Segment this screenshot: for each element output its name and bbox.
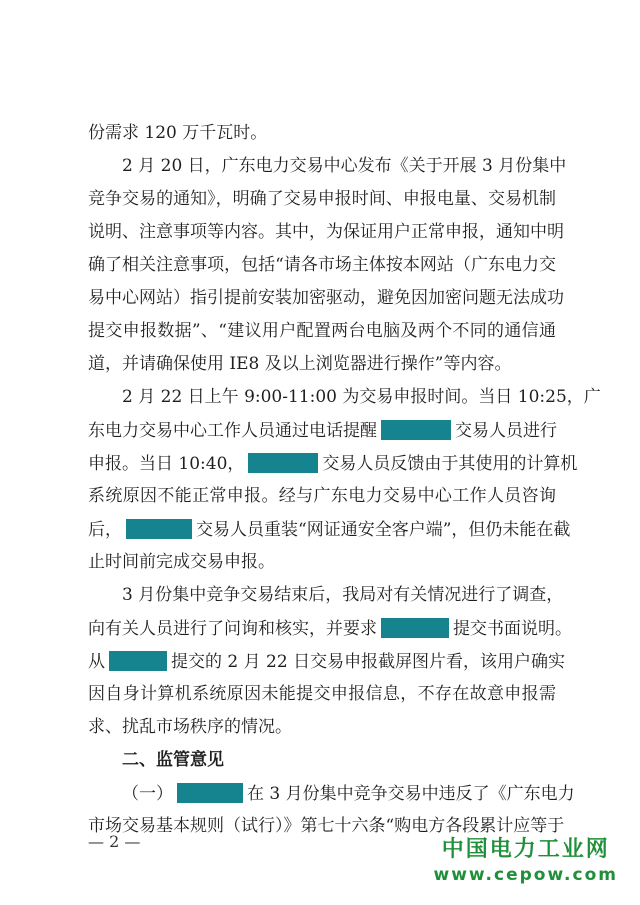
redaction-block <box>248 453 318 473</box>
watermark-url: www.cepow.com <box>433 865 618 885</box>
text-segment: 从 <box>88 652 105 672</box>
text-line <box>88 519 571 540</box>
section-heading: 二、监管意见 <box>122 750 224 770</box>
watermark <box>434 836 619 886</box>
text-line: 竞争交易的通知》，明确了交易申报时间、申报电量、交易机制 <box>88 189 556 209</box>
text-line: 系统原因不能正常申报。经与广东电力交易中心工作人员咨询 <box>88 486 556 506</box>
text-line: 市场交易基本规则（试行）》第七十六条“购电方各段累计应等于 <box>88 816 565 836</box>
redaction-block <box>381 618 449 638</box>
text-line <box>88 420 556 440</box>
redaction-block <box>126 519 192 539</box>
text-segment: 交易人员重装“网证通安全客户端”，但仍未能在截 <box>196 520 571 540</box>
text-segment: 申报。当日 10:40， <box>88 454 245 474</box>
text-line: 道，并请确保使用 IE8 及以上浏览器进行操作”等内容。 <box>88 354 512 374</box>
watermark-name: 中国电力工业网 <box>441 837 610 862</box>
text-segment: 交易人员进行 <box>455 421 557 441</box>
text-segment: 在 3 月份集中竞争交易中违反了《广东电力 <box>247 784 575 804</box>
text-segment: 向有关人员进行了问询和核实，并要求 <box>88 619 377 639</box>
text-line: 2 月 20 日，广东电力交易中心发布《关于开展 3 月份集中 <box>122 156 567 176</box>
redaction-block <box>177 783 243 803</box>
text-line: 求、扰乱市场秩序的情况。 <box>88 717 292 737</box>
text-line <box>88 651 566 672</box>
text-segment: 提交书面说明。 <box>453 619 572 639</box>
text-segment: 提交的 2 月 22 日交易申报截屏图片看，该用户确实 <box>171 652 566 672</box>
text-line: 说明、注意事项等内容。其中，为保证用户正常申报，通知中明 <box>88 222 564 242</box>
text-segment: 后， <box>88 520 122 540</box>
text-segment: （一） <box>122 784 173 804</box>
text-segment: 交易人员反馈由于其使用的计算机 <box>322 454 578 474</box>
text-line: 3 月份集中竞争交易结束后，我局对有关情况进行了调查， <box>122 585 564 605</box>
text-line <box>88 453 578 474</box>
text-line: 份需求 120 万千瓦时。 <box>88 123 268 143</box>
redaction-block <box>109 651 167 671</box>
text-segment: 东电力交易中心工作人员通过电话提醒 <box>88 421 377 441</box>
redaction-block <box>381 420 451 440</box>
text-line <box>88 618 572 639</box>
text-line: 止时间前完成交易申报。 <box>88 552 275 572</box>
text-line: 易中心网站）指引提前安装加密驱动，避免因加密问题无法成功 <box>88 288 564 308</box>
text-line: 确了相关注意事项，包括“请各市场主体按本网站（广东电力交 <box>88 255 556 275</box>
text-line <box>122 783 575 804</box>
text-line: 因自身计算机系统原因未能提交申报信息，不存在故意申报需 <box>88 684 556 704</box>
page-number: — 2 — <box>88 832 141 851</box>
text-line: 2 月 22 日上午 9:00-11:00 为交易申报时间。当日 10:25，广 <box>122 387 601 407</box>
text-line: 提交申报数据”、“建议用户配置两台电脑及两个不同的通信通 <box>88 321 556 341</box>
